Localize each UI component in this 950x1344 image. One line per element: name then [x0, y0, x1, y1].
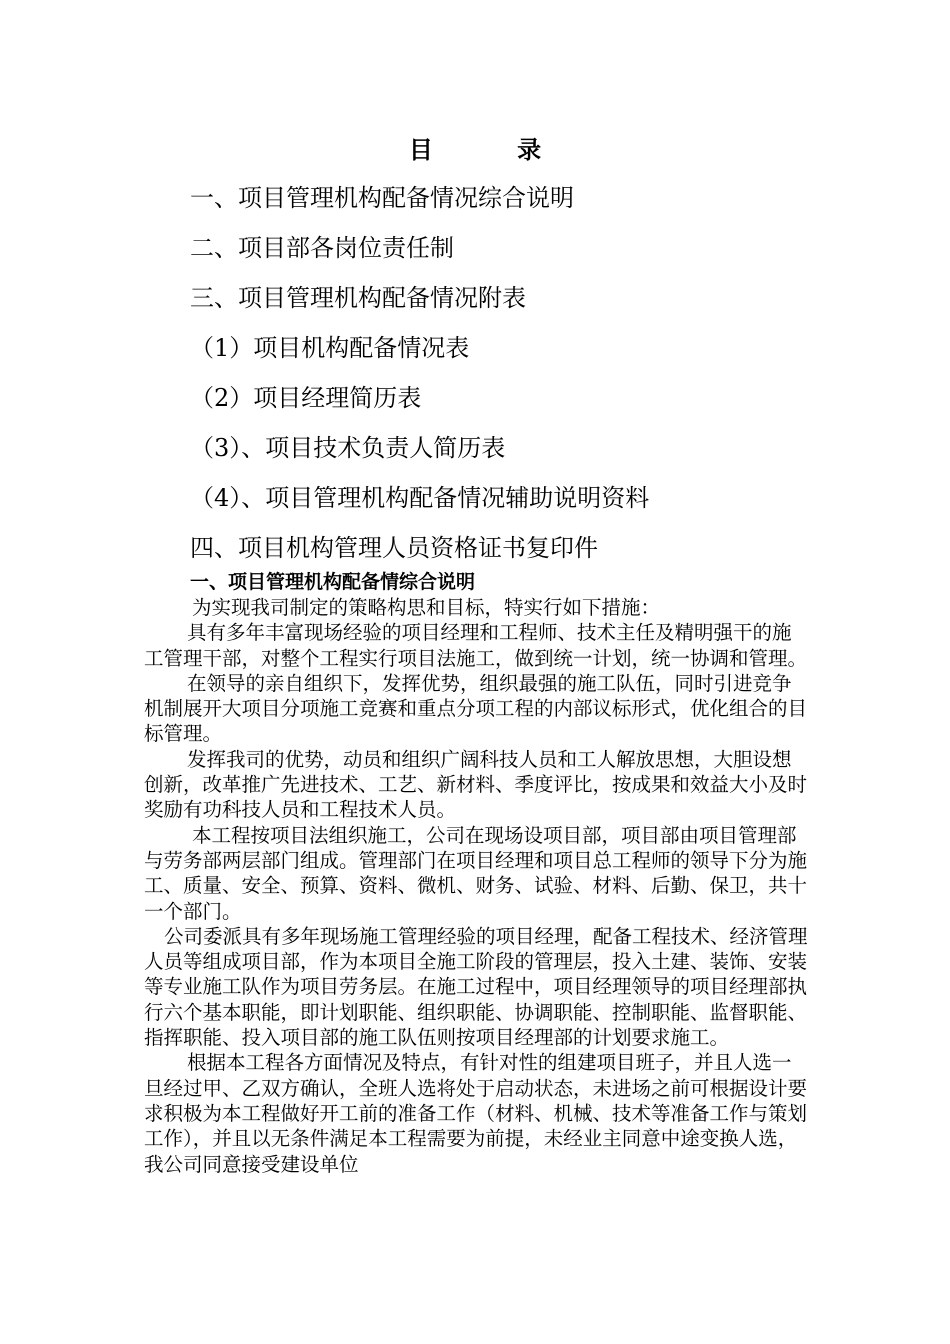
toc-item: 四、项目机构管理人员资格证书复印件 [190, 534, 598, 562]
paragraph: 为实现我司制定的策略构思和目标，特实行如下措施： [192, 596, 661, 619]
body-text [144, 595, 809, 1177]
toc-item: 三、项目管理机构配备情况附表 [190, 284, 526, 312]
toc-item: 一、项目管理机构配备情况综合说明 [190, 184, 574, 212]
paragraph: 具有多年丰富现场经验的项目经理和工程师、技术主任及精明强干的施工管理干部，对整个工程实行项目法施工，做到统一计划，统一协调和管理。 [144, 621, 808, 670]
toc-item: （4）、项目管理机构配备情况辅助说明资料 [190, 484, 650, 512]
toc-item: （3）、项目技术负责人简历表 [190, 434, 506, 462]
paragraph: 公司委派具有多年现场施工管理经验的项目经理，配备工程技术、经济管理人员等组成项目部，作为本项目全施工阶段的管理层，投入土建、装饰、安装等专业施工队作为项目劳务层。在施工过程中，项目经理领导的项目经理部执行六个基本职能，即计划职能、组织职能、协调职能、控制职能、监督职能、指挥职能、投入项目部的施工队伍则按项目经理部的计划要求施工。 [144, 924, 808, 1050]
paragraph: 在领导的亲自组织下，发挥优势，组织最强的施工队伍，同时引进竞争机制展开大项目分项施工竞赛和重点分项工程的内部议标形式，优化组合的目标管理。 [144, 671, 808, 746]
paragraph: 根据本工程各方面情况及特点，有针对性的组建项目班子，并且人选一旦经过甲、乙双方确认，全班人选将处于启动状态，未进场之前可根据设计要求积极为本工程做好开工前的准备工作（材料、机械、技术等准备工作与策划工作），并且以无条件满足本工程需要为前提，未经业主同意中途变换人选，我公司同意接受建设单位 [144, 1051, 808, 1176]
paragraph: 发挥我司的优势，动员和组织广阔科技人员和工人解放思想，大胆设想创新，改革推广先进技术、工艺、新材料、季度评比，按成果和效益大小及时奖励有功科技人员和工程技术人员。 [144, 747, 808, 822]
paragraph: 本工程按项目法组织施工，公司在现场设项目部，项目部由项目管理部与劳务部两层部门组成。管理部门在项目经理和项目总工程师的领导下分为施工、质量、安全、预算、资料、微机、财务、试验、材料、后勤、保卫，共十一个部门。 [144, 823, 808, 923]
toc-item: （1）项目机构配备情况表 [190, 334, 470, 362]
toc-item: 二、项目部各岗位责任制 [190, 234, 454, 262]
section-heading: 一、项目管理机构配备情综合说明 [190, 571, 476, 593]
toc-title: 目 录 [408, 135, 580, 164]
toc-item: （2）项目经理简历表 [190, 384, 422, 412]
